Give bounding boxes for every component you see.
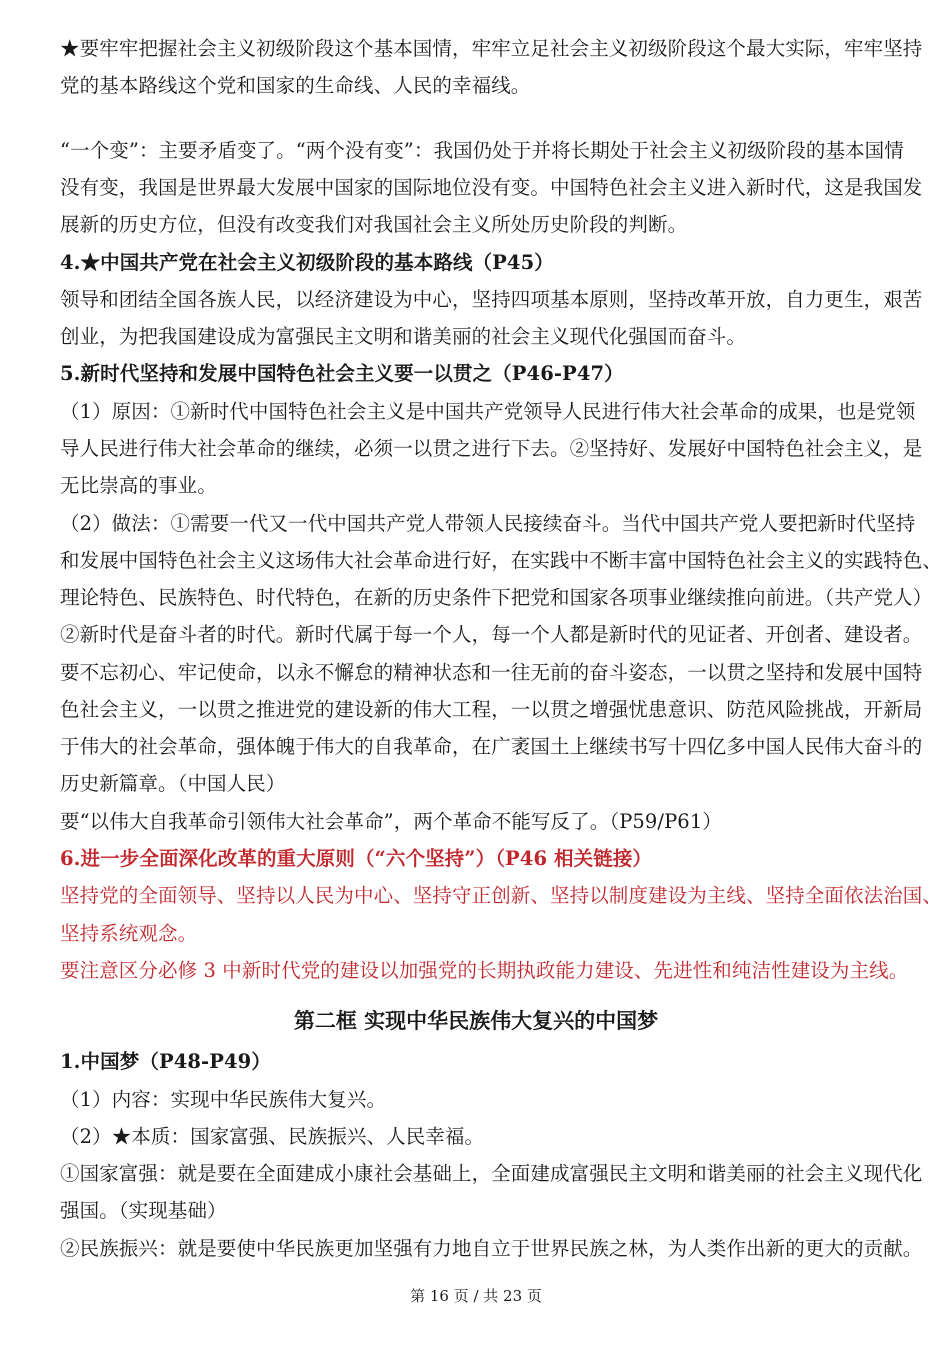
text-line: 要“以伟大自我革命引领伟大社会革命”，两个革命不能写反了。（P59/P61） bbox=[60, 810, 722, 833]
section-heading-red: 6.进一步全面深化改革的重大原则（“六个坚持”）（P46 相关链接） bbox=[60, 847, 653, 870]
text-line-red: 要注意区分必修 3 中新时代党的建设以加强党的长期执政能力建设、先进性和纯洁性建设为主线。 bbox=[60, 959, 909, 982]
text-line: （1）原因：①新时代中国特色社会主义是中国共产党领导人民进行伟大社会革命的成果，也是党领 bbox=[60, 400, 916, 423]
text-line: ②民族振兴：就是要使中华民族更加坚强有力地自立于世界民族之林，为人类作出新的更大的贡献。 bbox=[60, 1237, 923, 1260]
text-line: （2）★本质：国家富强、民族振兴、人民幸福。 bbox=[60, 1125, 485, 1148]
text-line: ②新时代是奋斗者的时代。新时代属于每一个人，每一个人都是新时代的见证者、开创者、建设者。 bbox=[60, 623, 923, 646]
section-heading: 1.中国梦（P48-P49） bbox=[60, 1050, 271, 1073]
text-line: “一个变”：主要矛盾变了。“两个没有变”：我国仍处于并将长期处于社会主义初级阶段的基本国情 bbox=[60, 139, 904, 162]
section-heading: 5.新时代坚持和发展中国特色社会主义要一以贯之（P46-P47） bbox=[60, 362, 624, 385]
text-line: 领导和团结全国各族人民，以经济建设为中心，坚持四项基本原则，坚持改革开放，自力更生，艰苦 bbox=[60, 288, 923, 311]
text-line: 要不忘初心、牢记使命，以永不懈怠的精神状态和一往无前的奋斗姿态，一以贯之坚持和发展中国特 bbox=[60, 661, 923, 684]
text-line: 展新的历史方位，但没有改变我们对我国社会主义所处历史阶段的判断。 bbox=[60, 213, 688, 236]
text-line: 和发展中国特色社会主义这场伟大社会革命进行好，在实践中不断丰富中国特色社会主义的实践特色、 bbox=[60, 549, 943, 572]
text-line: ★要牢牢把握社会主义初级阶段这个基本国情，牢牢立足社会主义初级阶段这个最大实际，牢牢坚持 bbox=[60, 37, 923, 60]
text-line: 创业，为把我国建设成为富强民主文明和谐美丽的社会主义现代化强国而奋斗。 bbox=[60, 325, 747, 348]
text-line: （2）做法：①需要一代又一代中国共产党人带领人民接续奋斗。当代中国共产党人要把新时代坚持 bbox=[60, 512, 916, 535]
text-line: 导人民进行伟大社会革命的继续，必须一以贯之进行下去。②坚持好、发展好中国特色社会主义，是 bbox=[60, 437, 923, 460]
text-line-red: 坚持党的全面领导、坚持以人民为中心、坚持守正创新、坚持以制度建设为主线、坚持全面依法治国、 bbox=[60, 884, 943, 907]
text-line: （1）内容：实现中华民族伟大复兴。 bbox=[60, 1088, 387, 1111]
text-line: 无比崇高的事业。 bbox=[60, 474, 217, 497]
text-line: 没有变，我国是世界最大发展中国家的国际地位没有变。中国特色社会主义进入新时代，这是我国发 bbox=[60, 176, 923, 199]
subsection-title: 第二框 实现中华民族伟大复兴的中国梦 bbox=[293, 1008, 659, 1033]
text-line: 于伟大的社会革命，强体魄于伟大的自我革命，在广袤国土上继续书写十四亿多中国人民伟大奋斗的 bbox=[60, 735, 923, 758]
text-line: ①国家富强：就是要在全面建成小康社会基础上，全面建成富强民主文明和谐美丽的社会主义现代化 bbox=[60, 1162, 923, 1185]
text-line: 历史新篇章。（中国人民） bbox=[60, 772, 286, 795]
text-line: 色社会主义，一以贯之推进党的建设新的伟大工程，一以贯之增强忧患意识、防范风险挑战，开新局 bbox=[60, 698, 923, 721]
section-heading: 4.★中国共产党在社会主义初级阶段的基本路线（P45） bbox=[60, 251, 554, 274]
text-line: 理论特色、民族特色、时代特色，在新的历史条件下把党和国家各项事业继续推向前进。（共产党人） bbox=[60, 586, 933, 609]
text-line: 党的基本路线这个党和国家的生命线、人民的幸福线。 bbox=[60, 74, 531, 97]
text-line: 强国。（实现基础） bbox=[60, 1199, 227, 1222]
page-footer: 第 16 页 / 共 23 页 bbox=[410, 1287, 542, 1305]
text-line-red: 坚持系统观念。 bbox=[60, 922, 198, 945]
